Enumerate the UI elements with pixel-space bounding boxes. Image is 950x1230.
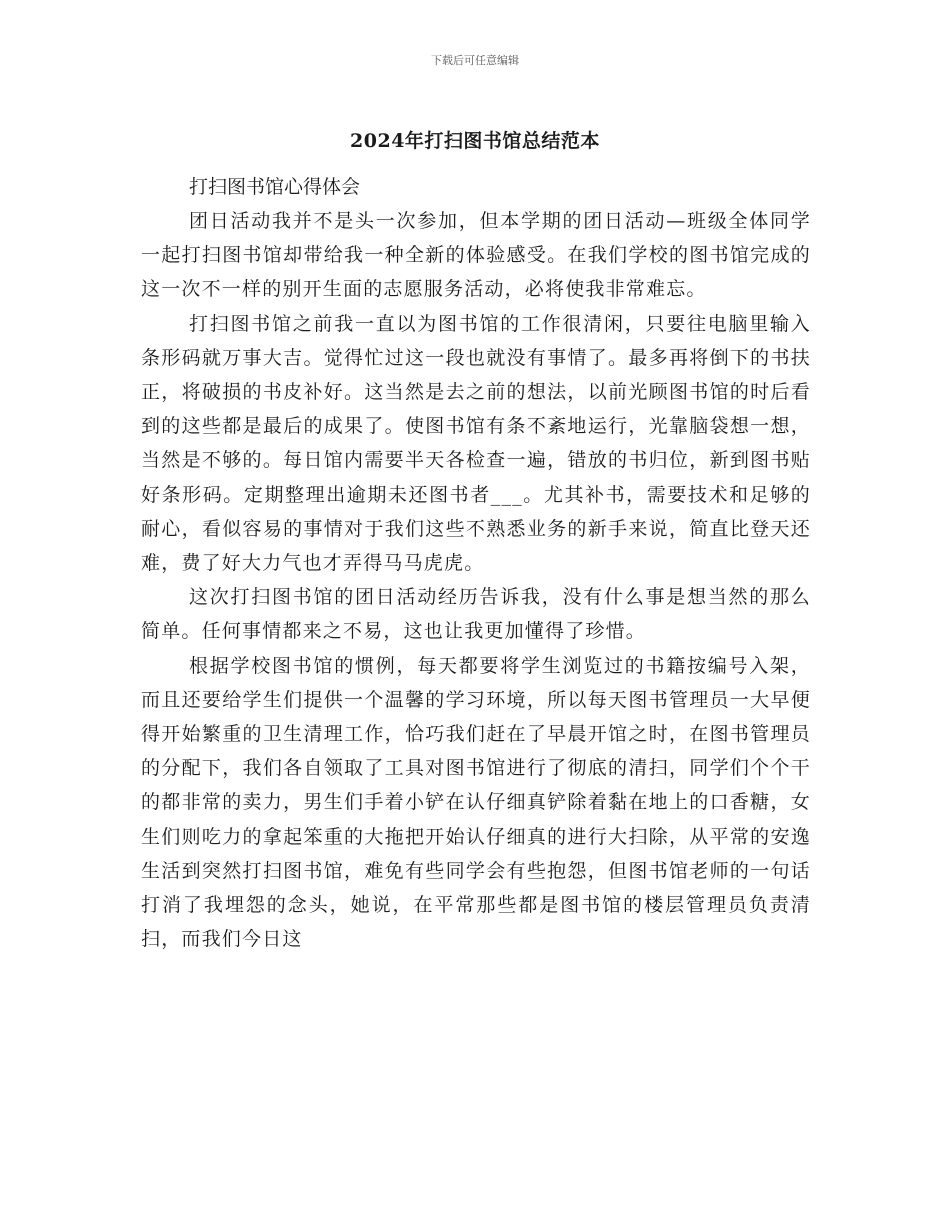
paragraph-1: 团日活动我并不是头一次参加，但本学期的团日活动—班级全体同学一起打扫图书馆却带给我一种全新的体验感受。在我们学校的图书馆完成的这一次不一样的别开生面的志愿服务活动，必将使我非常难忘。: [141, 210, 811, 301]
document-subtitle: 打扫图书馆心得体会: [189, 176, 361, 198]
document-title: 2024年打扫图书馆总结范本: [350, 130, 600, 152]
paragraph-3: 这次打扫图书馆的团日活动经历告诉我，没有什么事是想当然的那么简单。任何事情都来之不易，这也让我更加懂得了珍惜。: [141, 586, 811, 643]
paragraph-4: 根据学校图书馆的惯例，每天都要将学生浏览过的书籍按编号入架，而且还要给学生们提供一个温馨的学习环境，所以每天图书管理员一大早便得开始繁重的卫生清理工作，恰巧我们赶在了早晨开馆之时，在图书管理员的分配下，我们各自领取了工具对图书馆进行了彻底的清扫，同学们个个干的都非常的卖力，男生们手着小铲在认仔细真铲除着黏在地上的口香糖，女生们则吃力的拿起笨重的大拖把开始认仔细真的进行大扫除，从平常的安逸生活到突然打扫图书馆，难免有些同学会有些抱怨，但图书馆老师的一句话打消了我埋怨的念头，她说，在平常那些都是图书馆的楼层管理员负责清扫，而我们今日这: [141, 654, 811, 951]
paragraph-2: 打扫图书馆之前我一直以为图书馆的工作很清闲，只要往电脑里输入条形码就万事大吉。觉得忙过这一段也就没有事情了。最多再将倒下的书扶正，将破损的书皮补好。这当然是去之前的想法，以前光顾图书馆的时后看到的这些都是最后的成果了。使图书馆有条不紊地运行，光靠脑袋想一想，当然是不够的。每日馆内需要半天各检查一遍，错放的书归位，新到图书贴好条形码。定期整理出逾期未还图书者___。尤其补书，需要技术和足够的耐心，看似容易的事情对于我们这些不熟悉业务的新手来说，简直比登天还难，费了好大力气也才弄得马马虎虎。: [141, 312, 811, 575]
document-body: [141, 170, 811, 956]
header-note: 下载后可任意编辑: [431, 54, 519, 67]
